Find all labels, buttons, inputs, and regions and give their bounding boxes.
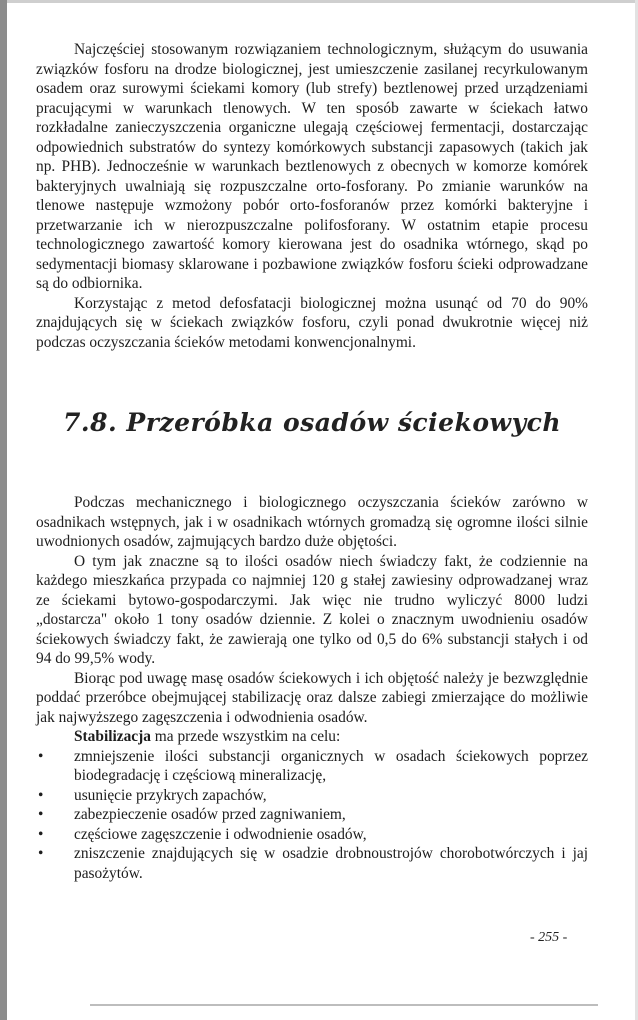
stabilization-intro-text: ma przede wszystkim na celu: <box>150 728 341 745</box>
list-item: • zniszczenie znajdujących się w osadzie drobnoustrojów chorobotwórczych i jaj pasożytów. <box>36 844 588 883</box>
list-item: • usunięcie przykrych zapachów, <box>36 786 588 806</box>
body-paragraph: O tym jak znaczne są to ilości osadów niech świadczy fakt, że codziennie na każdego mieszkańca przypada co najmniej 120 g stałej zawiesiny odprowadzanej wraz ze ściekami bytowo-gospodarczymi. Jak więc nie trudno wyliczyć 8000 ludzi „dostarcza" około 1 tony osadów dziennie. Z kolei o znacznym uwodnieniu osadów ściekowych świadczy fakt, że zawierają one tylko od 0,5 do 6% substancji stałych i od 94 do 99,5% wody. <box>36 552 588 667</box>
section-heading: 7.8. Przeróbka osadów ściekowych <box>63 408 561 437</box>
scan-edge-top <box>0 0 638 3</box>
scan-edge-left <box>0 0 7 1020</box>
body-paragraph: Korzystając z metod defosfatacji biologicznej można usunąć od 70 do 90% znajdujących się w ściekach związków fosforu, czyli ponad dwukrotnie więcej niż podczas oczyszczania ścieków metodami konwencjonalnymi. <box>36 294 588 351</box>
list-item: • zmniejszenie ilości substancji organicznych w osadach ściekowych poprzez biodegradację i częściową mineralizację, <box>36 747 588 786</box>
body-paragraph: Biorąc pod uwagę masę osadów ściekowych i ich objętość należy je bezwzględnie poddać przeróbce obejmującej stabilizację oraz dalsze zabiegi zmierzające do możliwie jak najwyższego zagęszczenia i odwodnienia osadów. <box>36 669 588 726</box>
list-item: • zabezpieczenie osadów przed zagniwaniem, <box>36 805 588 825</box>
body-paragraph: Podczas mechanicznego i biologicznego oczyszczania ścieków zarówno w osadnikach wstępnych, jak i w osadnikach wtórnych gromadzą się ogromne ilości silnie uwodnionych osadów, zajmujących bardzo duże objętości. <box>36 494 588 550</box>
stabilization-goals-list <box>36 747 588 884</box>
list-item: • częściowe zagęszczenie i odwodnienie osadów, <box>36 825 588 845</box>
stabilization-intro <box>36 727 588 747</box>
body-paragraph: Najczęściej stosowanym rozwiązaniem technologicznym, służącym do usuwania związków fosforu na drodze biologicznej, jest umieszczenie zasilanej recyrkulowanym osadem oraz surowymi ściekami komory (lub strefy) beztlenowej przed urządzeniami pracującymi w warunkach tlenowych. W ten sposób zawarte w ściekach łatwo rozkładalne zanieczyszczenia organiczne ulegają częściowej fermentacji, dostarczając odpowiednich substratów do syntezy komórkowych substancji zapasowych (takich jak np. PHB). Jednocześnie w warunkach beztlenowych z obecnych w komorze komórek bakteryjnych uwalniają się rozpuszczalne orto-fosforany. Po zmianie warunków na tlenowe następuje wzmożony pobór orto-fosforanów przez komórki bakteryjne i przetwarzanie ich w nierozpuszczalne polifosforany. W ostatnim etapie procesu technologicznego zawartość komory kierowana jest do osadnika wtórnego, skąd po sedymentacji biomasy sklarowane i pozbawione związków fosforu ścieki odprowadzane są do odbiornika. <box>36 41 588 292</box>
scan-edge-bottom <box>90 1004 598 1006</box>
page-number: - 255 - <box>530 930 568 945</box>
stabilization-term: Stabilizacja <box>74 728 151 745</box>
page-content <box>36 40 588 883</box>
